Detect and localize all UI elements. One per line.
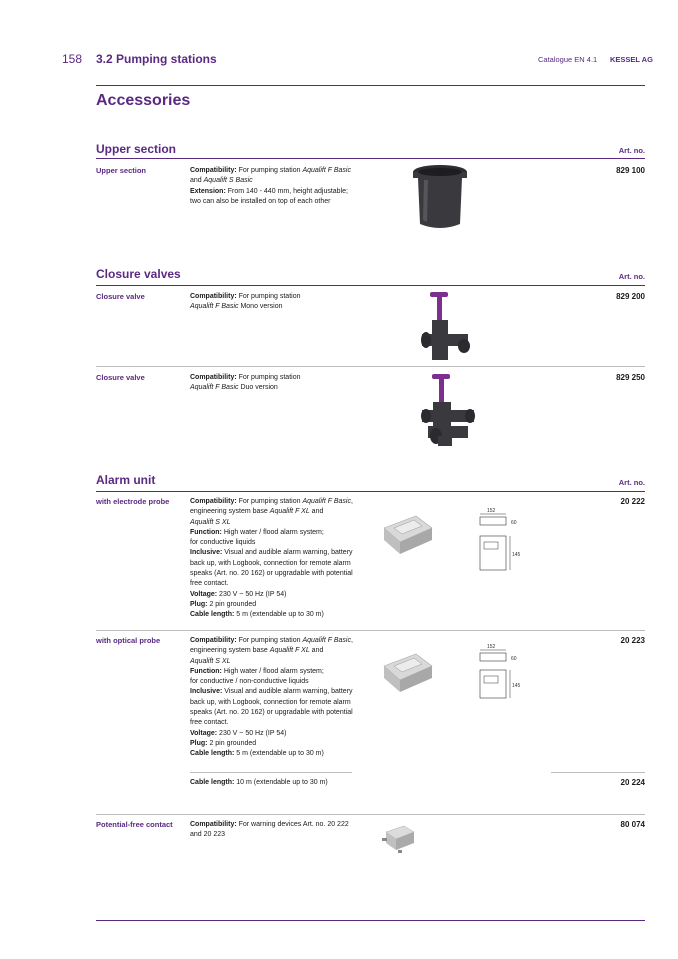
row-name: Closure valve [96,292,145,301]
sub-row-divider [551,772,645,773]
row-divider [96,814,645,815]
row-description: Compatibility: For pumping station Aqualift F Basic and Aqualift S Basic Extension: From 140 - 440 mm, height adjustable; two can also be installed on top of each other [190,167,351,205]
dim-height: 145 [512,552,521,558]
section-title-upper: Upper section [96,142,177,156]
dim-height: 145 [512,683,521,689]
sub-row-divider [190,772,352,773]
art-no-header: Art. no. [618,272,645,281]
art-no-header: Art. no. [618,146,645,155]
dim-width: 152 [487,508,496,514]
row-description: Compatibility: For pumping station Aqualift F Basic, engineering system base Aqualift F XL and Aqualift S XL Function: High water / flood alarm system; for conductive / non-conductive liquids Inclusive: Visual and audible alarm warning, battery back up, with Logbook, connection for remote alarm speaks (Art. no. 20 162) or upgradable with potential free contact. Voltage: 230 V ~ 50 Hz (IP 54) Plug: 2 pin grounded Cable length: 5 m (extendable up to 30 m) [190,637,353,758]
dim-depth: 60 [511,656,517,662]
closure-valve-duo-image [418,372,478,450]
page-number: 158 [62,52,83,66]
alarm-unit-image [382,514,434,556]
art-no: 80 074 [620,820,645,829]
section-title-closure: Closure valves [96,267,181,281]
row-description: Cable length: 10 m (extendable up to 30 m) [190,779,328,786]
row-divider [96,366,645,367]
section-rule [96,491,645,492]
art-no: 20 223 [620,636,645,645]
footer-rule [96,920,645,921]
header-rule [96,85,645,86]
alarm-unit-image [382,652,434,694]
row-name: with optical probe [96,636,161,645]
row-divider [96,630,645,631]
row-name: Potential-free contact [96,820,173,829]
art-no: 829 250 [616,373,645,382]
brand-label: KESSEL AG [610,55,653,64]
closure-valve-mono-image [418,290,472,366]
potential-free-contact-image [382,824,418,854]
row-description: Compatibility: For pumping station Aqualift F Basic Duo version [190,374,301,392]
dim-depth: 60 [511,520,517,526]
art-no: 20 222 [620,497,645,506]
chapter-title: 3.2 Pumping stations [96,52,217,66]
alarm-unit-dimension-drawing [478,506,522,574]
section-rule [96,285,645,286]
art-no: 829 200 [616,292,645,301]
row-description: Compatibility: For pumping station Aqualift F Basic Mono version [190,293,301,311]
art-no-header: Art. no. [618,478,645,487]
art-no: 829 100 [616,166,645,175]
dim-width: 152 [487,644,496,650]
catalogue-label: Catalogue EN 4.1 [538,55,598,64]
alarm-unit-dimension-drawing [478,642,522,702]
section-rule [96,158,645,159]
page-title: Accessories [96,92,191,109]
row-description: Compatibility: For pumping station Aqualift F Basic, engineering system base Aqualift F XL and Aqualift S XL Function: High water / flood alarm system; for conductive liquids Inclusive: Visual and audible alarm warning, battery back up, with Logbook, connection for remote alarm speaks (Art. no. 20 162) or upgradable with potential free contact. Voltage: 230 V ~ 50 Hz (IP 54) Plug: 2 pin grounded Cable length: 5 m (extendable up to 30 m) [190,498,353,619]
row-name: with electrode probe [96,497,170,506]
section-title-alarm: Alarm unit [96,473,156,487]
row-name: Closure valve [96,373,145,382]
art-no: 20 224 [620,778,645,787]
row-description: Compatibility: For warning devices Art. no. 20 222 and 20 223 [190,821,349,839]
upper-section-image [410,162,470,232]
row-name: Upper section [96,166,147,175]
